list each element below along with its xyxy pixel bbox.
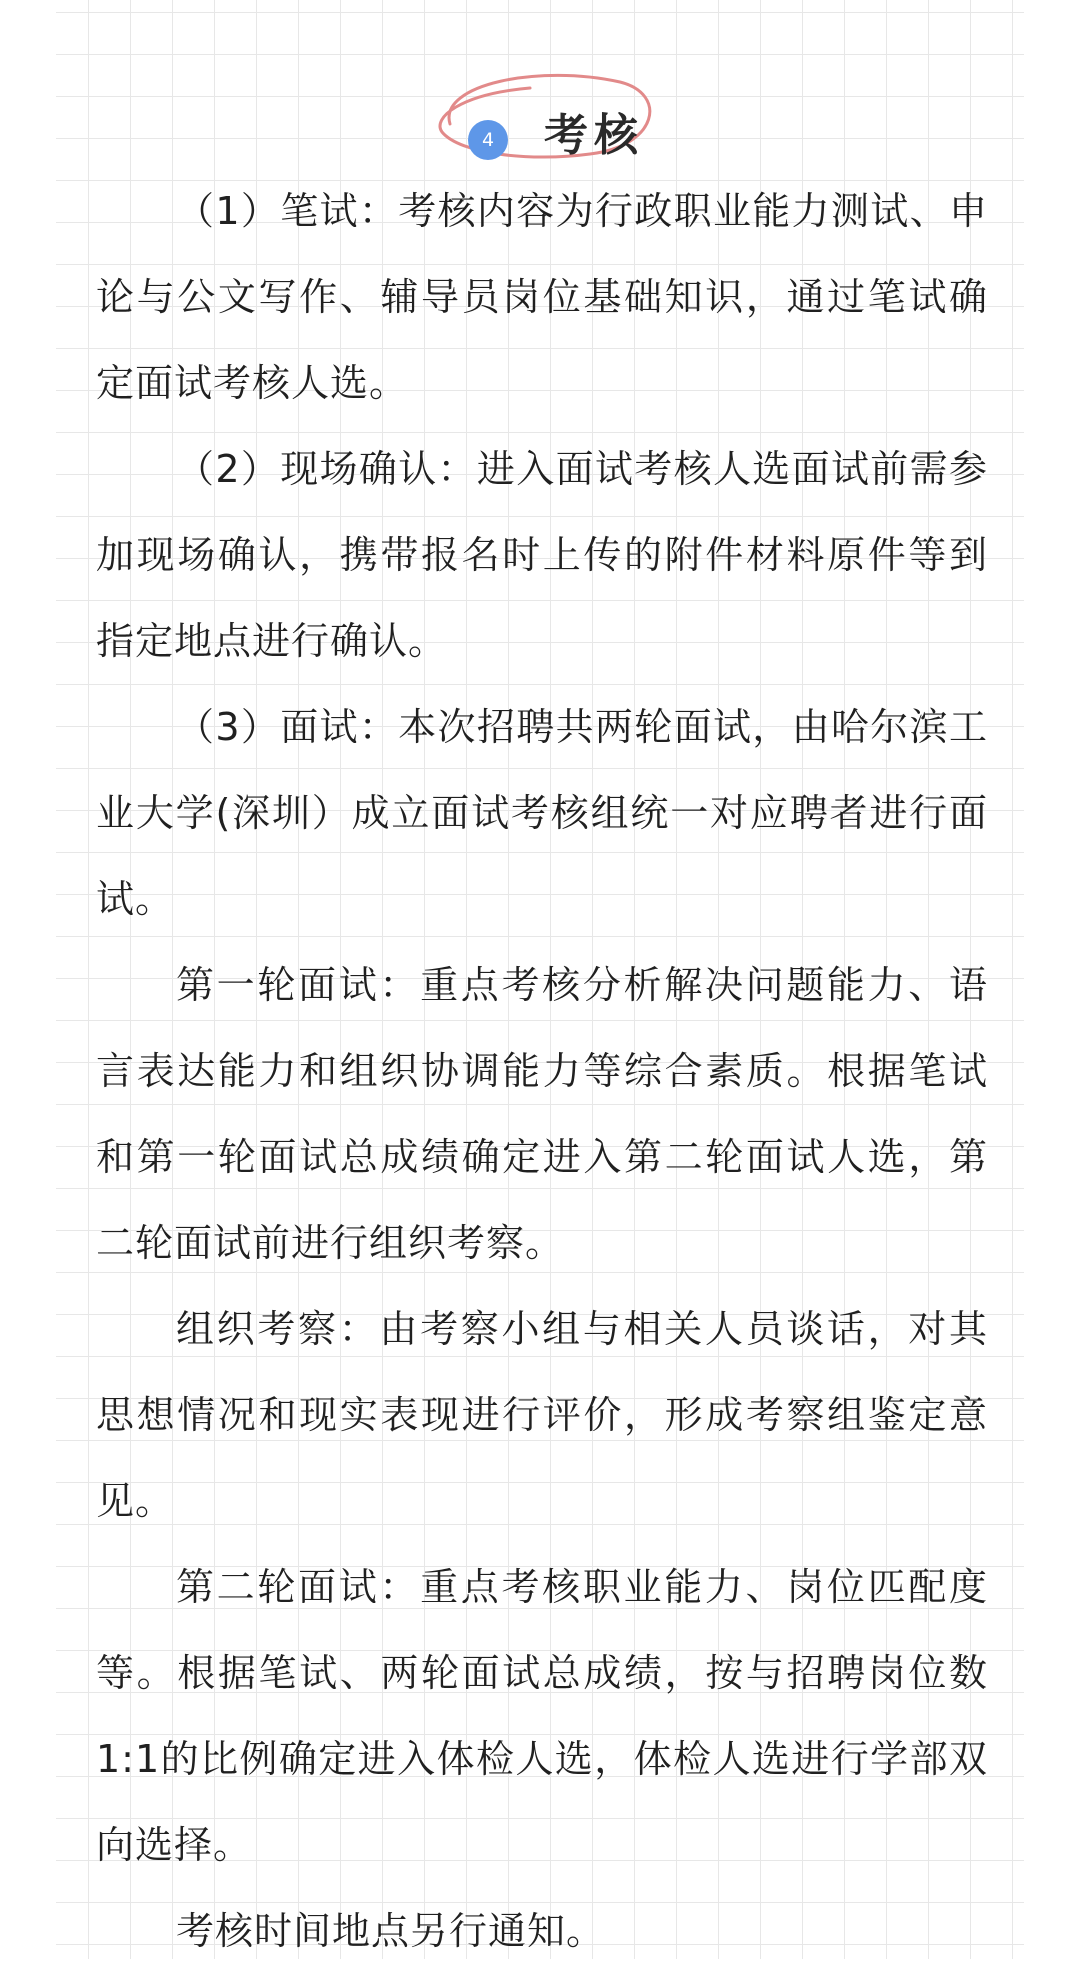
paragraph-interview: （3）面试：本次招聘共两轮面试，由哈尔滨工业大学(深圳）成立面试考核组统一对应聘者进行面试。 [96, 705, 988, 921]
paragraph-onsite-confirmation: （2）现场确认：进入面试考核人选面试前需参加现场确认，携带报名时上传的附件材料原件等到指定地点进行确认。 [96, 447, 988, 663]
article-body [96, 168, 988, 1974]
paragraph-time-location-notice: 考核时间地点另行通知。 [176, 1909, 606, 1953]
section-header [0, 46, 1080, 161]
step-number-badge: 4 [468, 120, 508, 160]
paragraph-second-round-interview: 第二轮面试：重点考核职业能力、岗位匹配度等。根据笔试、两轮面试总成绩，按与招聘岗位数1:1的比例确定进入体检人选，体检人选进行学部双向选择。 [96, 1565, 988, 1867]
paragraph-organizational-inspection: 组织考察：由考察小组与相关人员谈话，对其思想情况和现实表现进行评价，形成考察组鉴定意见。 [96, 1307, 988, 1523]
section-title: 考核 [544, 110, 644, 161]
paragraph-written-exam: （1）笔试：考核内容为行政职业能力测试、申论与公文写作、辅导员岗位基础知识，通过笔试确定面试考核人选。 [96, 189, 988, 405]
paragraph-first-round-interview: 第一轮面试：重点考核分析解决问题能力、语言表达能力和组织协调能力等综合素质。根据笔试和第一轮面试总成绩确定进入第二轮面试人选，第二轮面试前进行组织考察。 [96, 963, 988, 1265]
